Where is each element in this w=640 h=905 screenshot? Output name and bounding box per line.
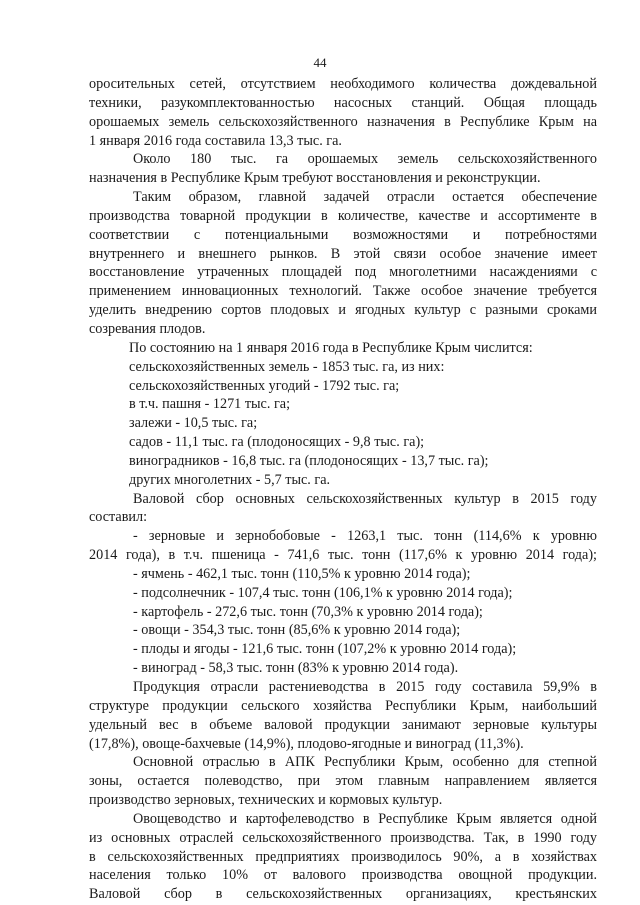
text-line: применением инновационных технологий. Также особое значение требуется [89,283,597,300]
text-line: техники, разукомплектованностью насосных станций. Общая площадь [89,94,597,111]
text-line: - зерновые и зернобобовые - 1263,1 тыс. тонн (114,6% к уровню [133,528,597,545]
text-line: внутреннего и внешнего рынков. В этой связи особое значение имеет [89,245,597,262]
text-line: производства товарной продукции в количестве, качестве и ассортименте в [89,207,597,224]
text-line: - ячмень - 462,1 тыс. тонн (110,5% к уровню 2014 года); [133,565,471,582]
text-line: Таким образом, главной задачей отрасли остается обеспечение [133,189,597,206]
text-line: Овощеводство и картофелеводство в Республике Крым является одной [133,810,597,827]
text-line: структуре продукции сельского хозяйства Республики Крым, наибольший [89,697,597,714]
text-line: Продукция отрасли растениеводства в 2015 году составила 59,9% в [133,679,597,695]
text-line: производство зерновых, технических и кормовых культур. [89,792,443,809]
text-line: - подсолнечник - 107,4 тыс. тонн (106,1% к уровню 2014 года); [133,584,513,601]
text-line: сельскохозяйственных угодий - 1792 тыс. га; [129,377,400,394]
text-line: - виноград - 58,3 тыс. тонн (83% к уровню 2014 года). [133,660,459,677]
text-line: оросительных сетей, отсутствием необходимого количества дождевальной [89,76,597,92]
text-line: сельскохозяйственных земель - 1853 тыс. га, из них: [129,358,445,375]
text-line: в т.ч. пашня - 1271 тыс. га; [129,396,291,413]
text-line: удельный вес в объеме валовой продукции занимают зерновые культуры [89,716,597,733]
text-line: Валовой сбор в сельскохозяйственных организациях, крестьянских [89,886,597,903]
text-line: 2014 года), в т.ч. пшеница - 741,6 тыс. тонн (117,6% к уровню 2014 года); [89,547,597,564]
text-line: соответствии с потенциальными возможностями и потребностями [89,226,597,243]
text-line: восстановление утраченных площадей под многолетними насаждениями с [89,264,597,281]
text-line: составил: [89,509,148,526]
text-line: - овощи - 354,3 тыс. тонн (85,6% к уровню 2014 года); [133,622,461,639]
text-line: 1 января 2016 года составила 13,3 тыс. га. [89,132,342,149]
text-line: - картофель - 272,6 тыс. тонн (70,3% к уровню 2014 года); [133,603,483,620]
page-number: 44 [313,55,327,70]
text-line: других многолетних - 5,7 тыс. га. [129,471,331,488]
text-line: садов - 11,1 тыс. га (плодоносящих - 9,8 тыс. га); [129,434,425,451]
body-text [89,75,597,904]
text-line: созревания плодов. [89,320,206,337]
text-line: залежи - 10,5 тыс. га; [129,415,258,432]
text-line: По состоянию на 1 января 2016 года в Республике Крым числится: [129,339,533,356]
text-line: Около 180 тыс. га орошаемых земель сельскохозяйственного [133,151,597,168]
text-line: населения только 10% от валового производства овощной продукции. [89,867,597,884]
text-line: (17,8%), овоще-бахчевые (14,9%), плодово-ягодные и виноград (11,3%). [89,735,524,752]
text-line: зоны, остается полеводство, при этом главным направлением является [89,773,597,790]
text-line: из основных отраслей сельскохозяйственного производства. Так, в 1990 году [89,829,597,846]
text-line: в сельскохозяйственных предприятиях производилось 90%, а в хозяйствах [89,848,597,865]
text-line: - плоды и ягоды - 121,6 тыс. тонн (107,2% к уровню 2014 года); [133,641,517,658]
text-line: Валовой сбор основных сельскохозяйственных культур в 2015 году [133,490,597,507]
text-line: орошаемых земель сельскохозяйственного назначения в Республике Крым на [89,113,597,130]
text-line: назначения в Республике Крым требуют восстановления и реконструкции. [89,170,541,187]
text-line: уделить внедрению сортов плодовых и ягодных культур с разными сроками [89,302,597,319]
text-line: Основной отраслью в АПК Республики Крым, особенно для степной [133,754,597,771]
text-line: виноградников - 16,8 тыс. га (плодоносящих - 13,7 тыс. га); [129,452,489,469]
